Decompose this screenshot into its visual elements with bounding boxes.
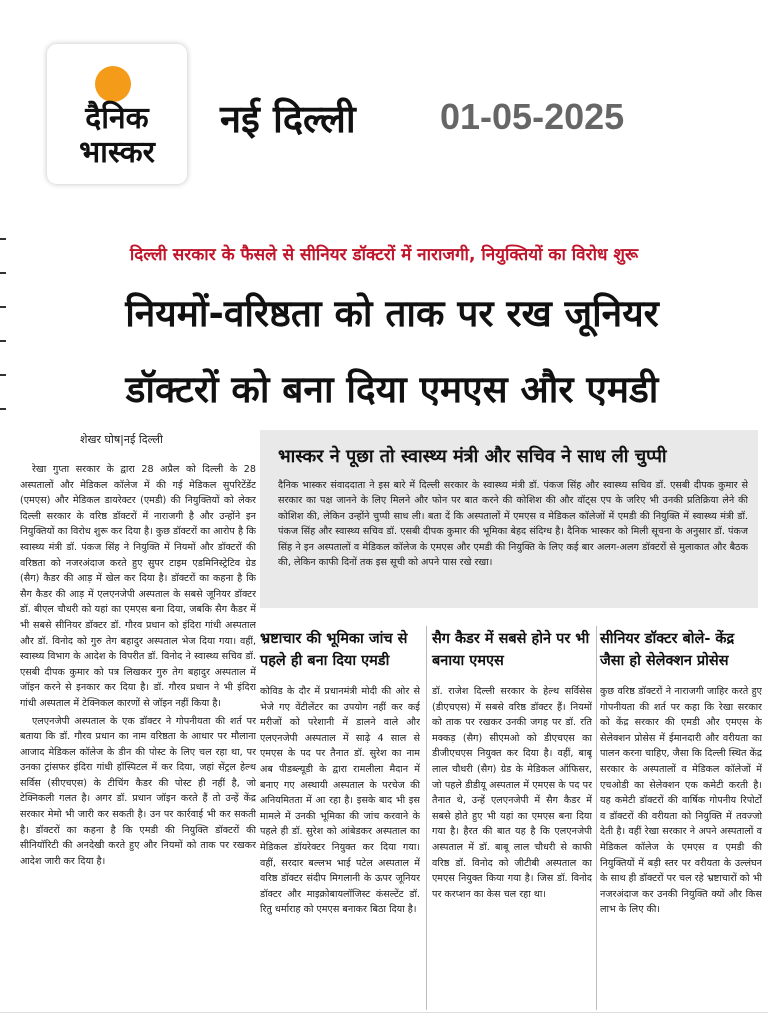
logo-line-2: भास्कर (79, 135, 155, 170)
newspaper-logo (47, 44, 187, 184)
headline-line-2: डॉक्टरों को बना दिया एमएस और एमडी (125, 368, 659, 411)
column-divider (596, 626, 597, 1010)
sub2-paragraph: डॉ. राजेश दिल्ली सरकार के हेल्थ सर्विसेस (डीएचएस) में सबसे वरिष्ठ डॉक्टर हैं। नियमों को ताक पर रखकर उनकी जगह पर डॉ. रति मक्कड़ (सैग) सीएमओ को डीएचएस का डीजीएचएस नियुक्त कर दिया है। वहीं, बाबू लाल चौधरी (सैग) ग्रेड के मेडिकल ऑफिसर, जो पहले डीडीयू अस्पताल में एमएस के पद पर तैनात थे, उन्हें एलएनजेपी में सैग कैडर में सबसे होते हुए भी यहां का एमएस बना दिया गया है। हैरत की बात यह है कि एलएनजेपी अस्पताल में डॉ. बाबू लाल चौधरी से काफी वरिष्ठ डॉ. विनोद को जीटीबी अस्पताल का एमएस नियुक्त किया गया है। जिस डॉ. विनोद पर करप्शन का केस चल रहा था। (432, 686, 592, 900)
sub1-headline: भ्रष्टाचार की भूमिका जांच से पहले ही बना दिया एमडी (260, 631, 408, 669)
sub2-headline: सैग कैडर में सबसे होने पर भी बनाया एमएस (432, 631, 590, 669)
box-body: दैनिक भास्कर संवाददाता ने इस बारे में दिल्ली सरकार के स्वास्थ्य मंत्री डॉ. पंकज सिंह और स्वास्थ्य सचिव डॉ. एसबी दीपक कुमार से सरकार का पक्ष जानने के लिए मिलने और फोन पर बात करने की कोशिश की और वॉट्स एप के जरिए भी उनकी प्रतिक्रिया लेने की कोशिश की, लेकिन उन्होंने चुप्पी साध ली। बता दें कि अस्पतालों में एमएस व मेडिकल कॉलेजों में एमडी की नियुक्ति में स्वास्थ्य मंत्री डॉ. पंकज सिंह और स्वास्थ्य सचिव डॉ. एसबी दीपक कुमार की भूमिका बेहद संदिग्ध है। दैनिक भास्कर को मिली सूचना के अनुसार डॉ. पंकज सिंह ने इन अस्पतालों व मेडिकल कॉलेज के एमएस और एमडी की नियुक्ति के लिए कई बार अलग-अलग डॉक्टरों से मुलाकात और बैठक की, लेकिन काफी दिनों तक इस सूची को अपने पास रखे रखा। (278, 480, 748, 569)
edition-date: 01-05-2025 (440, 96, 625, 137)
edition-city: नई दिल्ली (220, 97, 356, 141)
logo-text (47, 102, 187, 170)
article-paragraph: एलएनजेपी अस्पताल के एक डॉक्टर ने गोपनीयता की शर्त पर बताया कि डॉ. गौरव प्रधान का नाम वरिष्ठता के आधार पर मौलाना आजाद मेडिकल कॉलेज के डीन की पोस्ट के लिए चल रहा था, पर उनका ट्रांसफर इंदिरा गांधी हॉस्पिटल में कर दिया, जहां सेंट्रल हेल्थ सर्विस (सीएचएस) के टीचिंग कैडर की पोस्ट ही नहीं है, जो टेक्निकली गलत है। अगर डॉ. प्रधान जॉइन करते हैं तो उन्हें केंद्र सरकार मेमो भी जारी कर सकती है। उन पर कार्रवाई भी कर सकती है। डॉक्टरों का कहना है कि एमडी की नियुक्ति डॉक्टरों की सीनियॉरिटी की अनदेखी करते हुए और नियमों को ताक पर रखकर आदेश जारी कर दिया है। (20, 715, 256, 867)
sub1-body (260, 684, 420, 1010)
margin-tick (0, 238, 6, 240)
margin-tick (0, 340, 6, 342)
article-paragraph: रेखा गुप्ता सरकार के द्वारा 28 अप्रैल को दिल्ली के 28 अस्पतालों और मेडिकल कॉलेज में की गई मेडिकल सुपरिटेंडेंट (एमएस) और मेडिकल डायरेक्टर (एमडी) की नियुक्तियों को लेकर दिल्ली सरकार के वरिष्ठ डॉक्टरों में नाराजगी है और उन्होंने इन नियुक्तियों का विरोध शुरू कर दिया है। कुछ डॉक्टरों का आरोप है कि स्वास्थ्य मंत्री डॉ. पंकज सिंह ने नियुक्ति में नियमों और डॉक्टरों की वरिष्ठता को नजरअंदाज करते हुए सुपर टाइम एडमिनिस्ट्रेटिव ग्रेड (सैग) कैडर की आड़ में खेल कर दिया है। डॉक्टरों का कहना है कि सैग कैडर की आड़ में एलएनजेपी अस्पताल के सबसे जूनियर डॉक्टर डॉ. बीएल चौधरी को यहां का एमएस बना दिया, जबकि सैग कैडर में भी सबसे सीनियर डॉक्टर डॉ. गौरव प्रधान को इंदिरा गांधी अस्पताल और डॉ. विनोद को गुरु तेग बहादुर अस्पताल भेज दिया गया। वहीं, स्वास्थ्य विभाग के आदेश के विपरीत डॉ. विनोद ने स्वास्थ्य सचिव डॉ. एसबी दीपक कुमार को पत्र लिखकर गुरु तेग बहादुर अस्पताल में जॉइन करने से इनकार कर दिया है। डॉ. गौरव प्रधान ने भी इंदिरा गांधी अस्पताल में टेक्निकल कारणों से जॉइन नहीं किया है। (20, 464, 256, 709)
margin-tick (0, 374, 6, 376)
headline-line-1: नियमों-वरिष्ठता को ताक पर रख जूनियर (125, 292, 659, 335)
margin-tick (0, 408, 6, 410)
article-kicker: दिल्ली सरकार के फैसले से सीनियर डॉक्टरों में नाराजगी, नियुक्तियों का विरोध शुरू (129, 245, 639, 265)
sun-icon (95, 66, 131, 102)
sub3-paragraph: कुछ वरिष्ठ डॉक्टरों ने नाराजगी जाहिर करते हुए गोपनीयता की शर्त पर कहा कि रेखा सरकार को केंद्र सरकार की एमडी और एमएस के सेलेक्शन प्रोसेस में ईमानदारी और वरीयता का पालन करना चाहिए, जैसा कि दिल्ली स्थित केंद्र सरकार के अस्पतालों व मेडिकल कॉलेजों में एचओडी का सेलेक्शन एक कमेटी करती है। यह कमेटी डॉक्टरों की वार्षिक गोपनीय रिपोर्टों व डॉक्टरों की वरीयता को नियुक्ति में तवज्जो देती है। वहीं रेखा सरकार ने अपने अस्पतालों व मेडिकल कॉलेज के एमएस व एमडी की नियुक्तियों में बड़ी स्तर पर वरीयता के उल्लंघन के साथ ही डॉक्टरों पर चल रहे भ्रष्टाचारों को भी नजरअंदाज कर उनकी नियुक्ति क्यों और किस लाभ के लिए की। (600, 686, 762, 916)
margin-tick (0, 306, 6, 308)
logo-line-1: दैनिक (85, 101, 149, 136)
main-article-column (20, 462, 256, 1010)
column-divider (426, 626, 427, 1010)
byline: शेखर घोष|नई दिल्ली (80, 433, 163, 446)
sub3-headline: सीनियर डॉक्टर बोले- केंद्र जैसा हो सेलेक्शन प्रोसेस (600, 631, 735, 669)
margin-tick (0, 272, 6, 274)
sub1-paragraph: कोविड के दौर में प्रधानमंत्री मोदी की ओर से भेजे गए वेंटीलेंटर का उपयोग नहीं कर कई मरीजों को परेशानी में डालने वाले और एलएनजेपी अस्पताल में साढ़े 4 साल से एमएस के पद पर तैनात डॉ. सुरेश का नाम अब पीडब्ल्यूडी के द्वारा रामलीला मैदान में बनाए गए अस्थायी अस्पताल के परचेज की अनियमितता में आ रहा है। इसके बाद भी इस मामले में उनकी भूमिका की जांच करवाने के पहले ही डॉ. सुरेश को आंबेडकर अस्पताल का मेडिकल डॉयरेक्टर नियुक्त कर दिया गया। वहीं, सरदार बल्लभ भाई पटेल अस्पताल में वरिष्ठ डॉक्टर संदीप मिगलानी के ऊपर जूनियर डॉक्टर और माइक्रोबायलॉजिस्ट कंसल्टेंट डॉ. रितु धर्माराह को एमएस बनाकर बिठा दिया है। (260, 686, 420, 916)
sub3-body (600, 684, 762, 1010)
box-headline: भास्कर ने पूछा तो स्वास्थ्य मंत्री और सचिव ने साध ली चुप्पी (278, 446, 667, 467)
sub2-body (432, 684, 592, 1010)
page-bottom-edge (0, 1012, 768, 1025)
